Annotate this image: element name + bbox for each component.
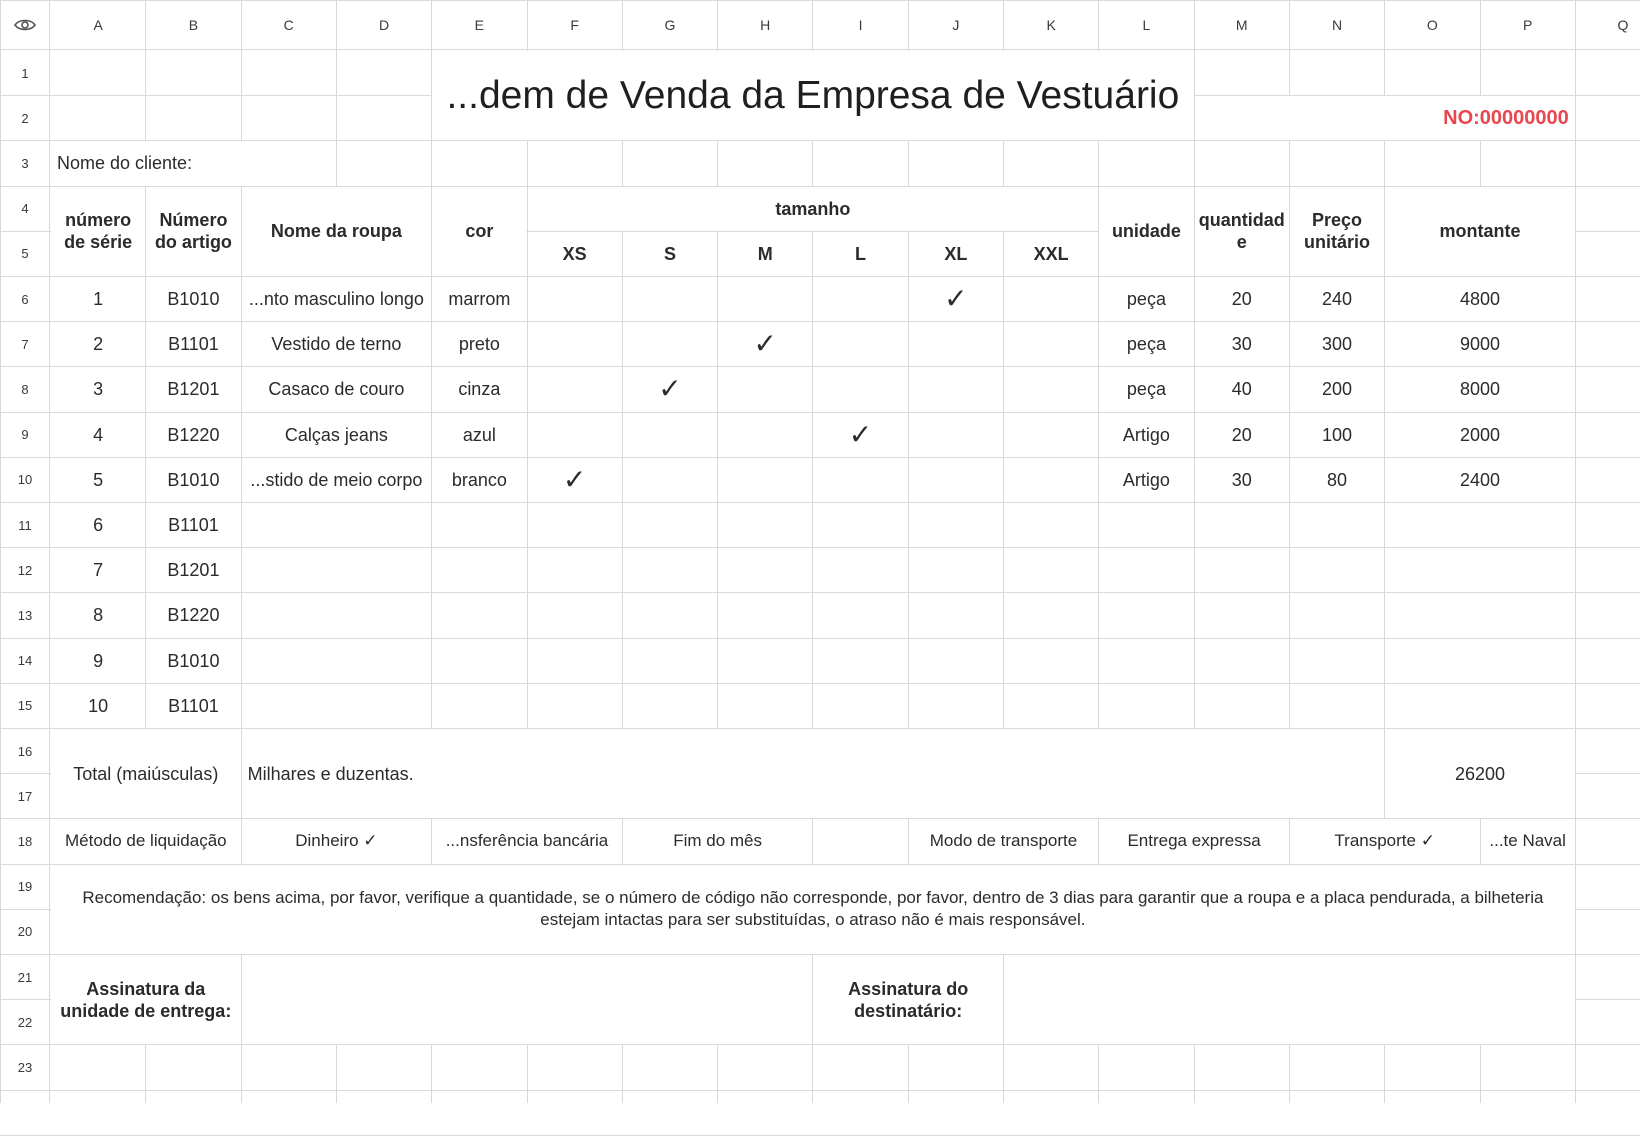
row-header-12[interactable]: 12 (1, 548, 49, 592)
total-value: 26200 (1385, 729, 1575, 818)
header-serial: número de série (51, 187, 145, 276)
item-article: B1101 (146, 322, 240, 366)
column-header-o[interactable]: O (1385, 1, 1479, 49)
item-name-empty (242, 503, 432, 547)
item-unit: peça (1099, 277, 1193, 321)
row-header-14[interactable]: 14 (1, 639, 49, 683)
item-serial: 3 (51, 367, 145, 411)
item-amount: 9000 (1385, 322, 1575, 366)
header-size: tamanho (528, 187, 1099, 231)
item-name-empty (242, 593, 432, 637)
column-header-i[interactable]: I (813, 1, 907, 49)
item-article: B1010 (146, 277, 240, 321)
item-serial: 4 (51, 413, 145, 457)
row-header-23[interactable]: 23 (1, 1045, 49, 1089)
header-unit-price: Preço unitário (1290, 187, 1384, 276)
column-header-m[interactable]: M (1195, 1, 1289, 49)
row-header-16[interactable]: 16 (1, 729, 49, 773)
row-header-2[interactable]: 2 (1, 96, 49, 140)
column-header-d[interactable]: D (337, 1, 431, 49)
item-name-empty (242, 548, 432, 592)
item-article: B1220 (146, 593, 240, 637)
row-header-6[interactable]: 6 (1, 277, 49, 321)
header-size-xs: XS (528, 232, 622, 276)
item-unit: Artigo (1099, 413, 1193, 457)
item-amount-empty (1385, 548, 1575, 592)
settlement-label: Método de liquidação (51, 819, 241, 863)
customer-label: Nome do cliente: (51, 141, 336, 185)
item-serial: 1 (51, 277, 145, 321)
header-quantity: quantidade (1195, 187, 1289, 276)
gridline-horizontal (0, 1090, 1640, 1091)
transport-naval[interactable]: ...te Naval (1481, 819, 1575, 863)
header-size-m: M (718, 232, 812, 276)
settlement-month-end[interactable]: Fim do mês (623, 819, 813, 863)
item-serial: 7 (51, 548, 145, 592)
item-name: ...stido de meio corpo (242, 458, 432, 502)
item-name: Casaco de couro (242, 367, 432, 411)
header-unit: unidade (1099, 187, 1193, 276)
row-header-18[interactable]: 18 (1, 819, 49, 863)
item-serial: 9 (51, 639, 145, 683)
item-size-check: ✓ (813, 413, 907, 457)
item-price: 240 (1290, 277, 1384, 321)
column-header-q[interactable]: Q (1576, 1, 1640, 49)
order-number: NO:00000000 (1195, 96, 1575, 140)
header-size-l: L (813, 232, 907, 276)
row-header-15[interactable]: 15 (1, 684, 49, 728)
column-header-k[interactable]: K (1004, 1, 1098, 49)
item-price: 100 (1290, 413, 1384, 457)
item-article: B1201 (146, 367, 240, 411)
row-header-10[interactable]: 10 (1, 458, 49, 502)
item-color: marrom (432, 277, 526, 321)
row-header-20[interactable]: 20 (1, 910, 49, 954)
row-header-9[interactable]: 9 (1, 413, 49, 457)
row-header-7[interactable]: 7 (1, 322, 49, 366)
signature-delivery-field[interactable] (242, 955, 813, 1044)
column-header-j[interactable]: J (909, 1, 1003, 49)
transport-express[interactable]: Entrega expressa (1099, 819, 1289, 863)
row-header-1[interactable]: 1 (1, 51, 49, 95)
item-color: cinza (432, 367, 526, 411)
item-amount: 4800 (1385, 277, 1575, 321)
header-amount: montante (1385, 187, 1575, 276)
item-name-empty (242, 684, 432, 728)
form-title: ...dem de Venda da Empresa de Vestuário (432, 51, 1193, 140)
gridline-horizontal (0, 49, 1640, 50)
header-size-s: S (623, 232, 717, 276)
item-price: 200 (1290, 367, 1384, 411)
column-header-c[interactable]: C (242, 1, 336, 49)
item-quantity: 20 (1195, 277, 1289, 321)
item-size-check: ✓ (909, 277, 1003, 321)
column-header-g[interactable]: G (623, 1, 717, 49)
item-name-empty (242, 639, 432, 683)
item-quantity: 20 (1195, 413, 1289, 457)
total-label: Total (maiúsculas) (51, 729, 241, 818)
row-header-3[interactable]: 3 (1, 141, 49, 185)
column-header-a[interactable]: A (51, 1, 145, 49)
row-header-8[interactable]: 8 (1, 367, 49, 411)
header-size-xl: XL (909, 232, 1003, 276)
transport-label: Modo de transporte (909, 819, 1099, 863)
item-amount-empty (1385, 639, 1575, 683)
gridline-vertical (49, 0, 50, 1103)
header-article: Número do artigo (146, 187, 240, 276)
row-header-5[interactable]: 5 (1, 232, 49, 276)
item-amount-empty (1385, 503, 1575, 547)
item-amount: 2000 (1385, 413, 1575, 457)
gridline-horizontal (0, 1044, 1640, 1045)
item-quantity: 30 (1195, 322, 1289, 366)
gridline-vertical (1575, 0, 1576, 1103)
header-color: cor (432, 187, 526, 276)
recommendation-note: Recomendação: os bens acima, por favor, verifique a quantidade, se o número de código não corresponde, por favor, dentro de 3 dias para garantir que a roupa e a placa pendurada, a bilheteria estejam intactas para ser substituídas, o atraso não é mais responsável. (51, 865, 1575, 954)
settlement-transfer[interactable]: ...nsferência bancária (432, 819, 622, 863)
item-size-check: ✓ (528, 458, 622, 502)
signature-delivery-label: Assinatura da unidade de entrega: (51, 955, 241, 1044)
item-amount: 8000 (1385, 367, 1575, 411)
item-size-check: ✓ (718, 322, 812, 366)
item-article: B1010 (146, 639, 240, 683)
item-color: preto (432, 322, 526, 366)
item-article: B1201 (146, 548, 240, 592)
item-unit: Artigo (1099, 458, 1193, 502)
item-name: Calças jeans (242, 413, 432, 457)
item-size-check: ✓ (623, 367, 717, 411)
column-header-f[interactable]: F (528, 1, 622, 49)
item-serial: 6 (51, 503, 145, 547)
item-article: B1220 (146, 413, 240, 457)
row-header-22[interactable]: 22 (1, 1000, 49, 1044)
item-unit: peça (1099, 322, 1193, 366)
item-quantity: 40 (1195, 367, 1289, 411)
item-color: branco (432, 458, 526, 502)
transport-road[interactable]: Transporte ✓ (1290, 819, 1480, 863)
header-name: Nome da roupa (242, 187, 432, 276)
item-article: B1010 (146, 458, 240, 502)
item-unit: peça (1099, 367, 1193, 411)
total-words: Milhares e duzentas. (242, 729, 1385, 818)
column-header-p[interactable]: P (1481, 1, 1575, 49)
column-header-h[interactable]: H (718, 1, 812, 49)
item-serial: 5 (51, 458, 145, 502)
item-serial: 10 (51, 684, 145, 728)
item-article: B1101 (146, 503, 240, 547)
item-amount: 2400 (1385, 458, 1575, 502)
item-color: azul (432, 413, 526, 457)
item-amount-empty (1385, 684, 1575, 728)
item-article: B1101 (146, 684, 240, 728)
row-header-21[interactable]: 21 (1, 955, 49, 999)
item-price: 300 (1290, 322, 1384, 366)
item-serial: 8 (51, 593, 145, 637)
eye-icon[interactable] (1, 1, 49, 49)
item-quantity: 30 (1195, 458, 1289, 502)
header-size-xxl: XXL (1004, 232, 1098, 276)
settlement-cash[interactable]: Dinheiro ✓ (242, 819, 432, 863)
item-price: 80 (1290, 458, 1384, 502)
item-amount-empty (1385, 593, 1575, 637)
item-name: ...nto masculino longo (242, 277, 432, 321)
row-header-11[interactable]: 11 (1, 503, 49, 547)
signature-receiver-label: Assinatura do destinatário: (813, 955, 1003, 1044)
signature-receiver-field[interactable] (1004, 955, 1575, 1044)
row-header-13[interactable]: 13 (1, 593, 49, 637)
column-header-n[interactable]: N (1290, 1, 1384, 49)
column-header-l[interactable]: L (1099, 1, 1193, 49)
row-header-19[interactable]: 19 (1, 865, 49, 909)
item-serial: 2 (51, 322, 145, 366)
row-header-4[interactable]: 4 (1, 187, 49, 231)
column-header-e[interactable]: E (432, 1, 526, 49)
row-header-17[interactable]: 17 (1, 774, 49, 818)
column-header-b[interactable]: B (146, 1, 240, 49)
item-name: Vestido de terno (242, 322, 432, 366)
